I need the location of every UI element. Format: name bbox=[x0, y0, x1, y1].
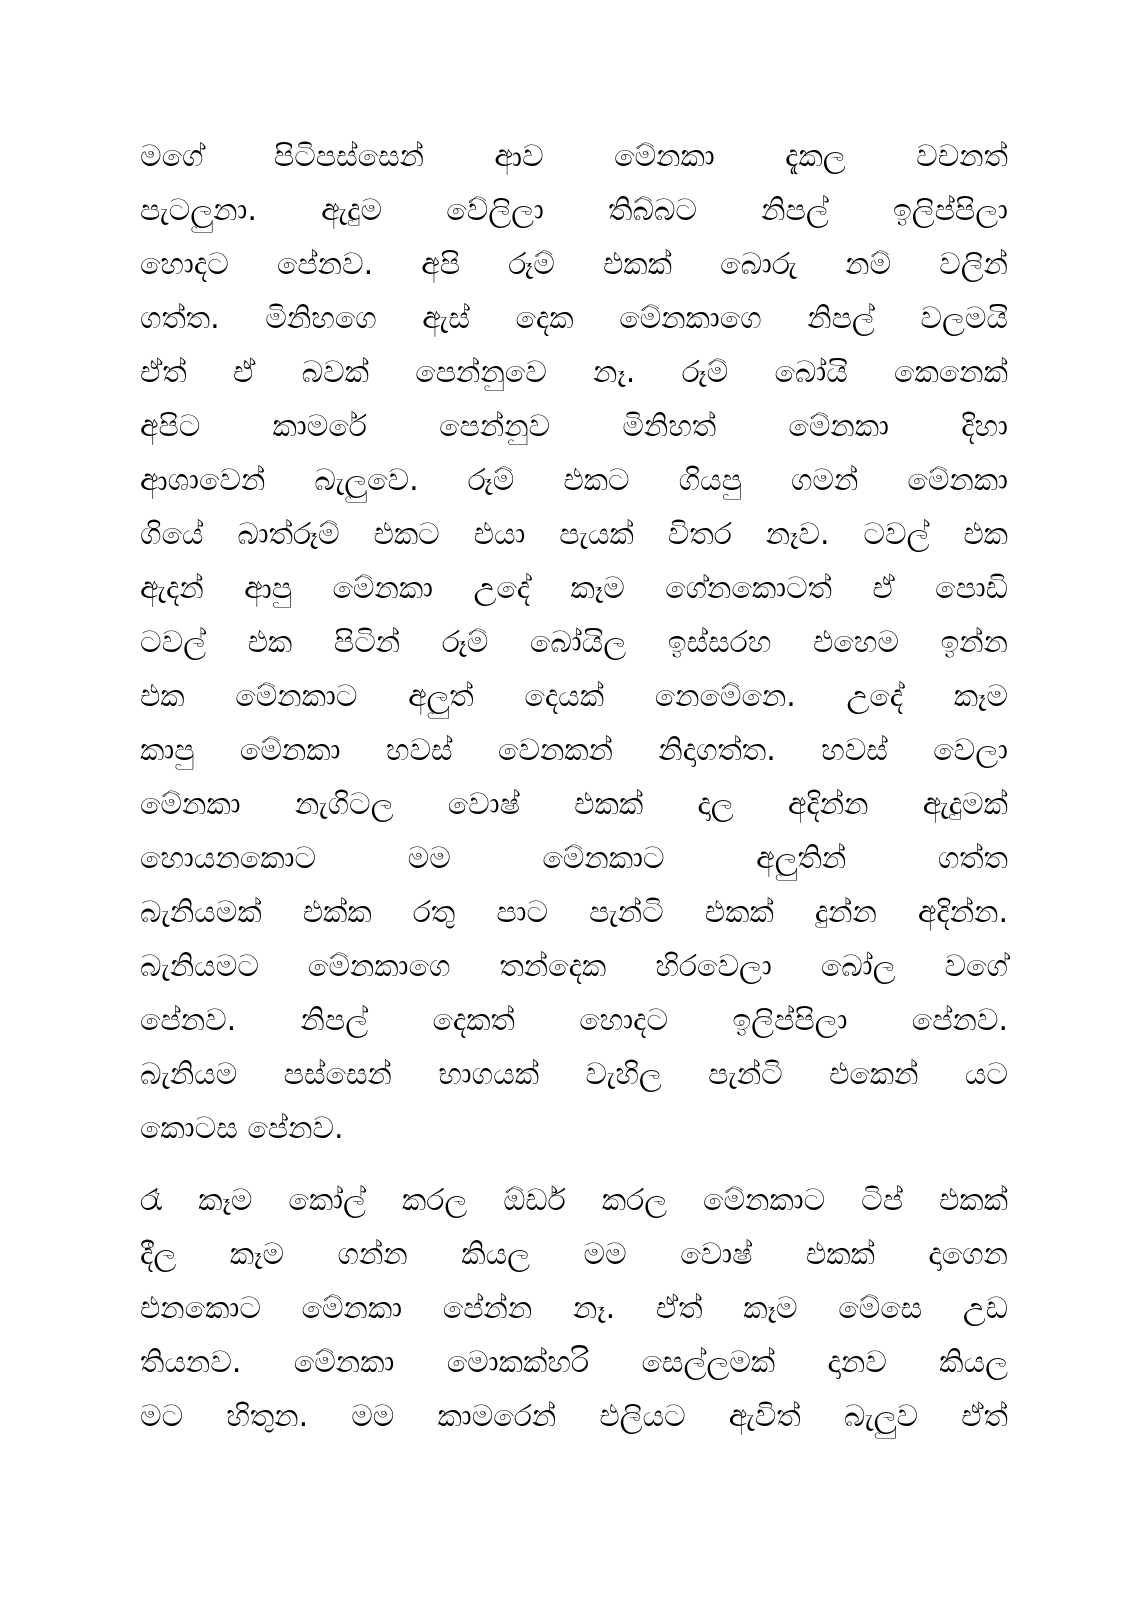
text-line: හොයනකොට මම මේනකාට අලුතින් ගත්ත bbox=[140, 841, 1008, 876]
text-line: ටවල් එක පිටින් රූම් බෝයිල ඉස්සරහ එහෙම ඉන්න bbox=[140, 625, 1008, 660]
paragraph bbox=[140, 1174, 1008, 1444]
text-line: එනකොට මේනකා පේන්න නෑ. ඒත් කෑම මේසෙ උඩ bbox=[140, 1291, 1008, 1326]
text-line: බැනියම පස්සෙන් භාගයක් වැහිල පැන්ටි එකෙන් යට bbox=[140, 1057, 1008, 1092]
text-line: බැනියමට මේනකාගෙ තන්දෙක හිරවෙලා බෝල වගේ bbox=[140, 949, 1008, 984]
text-line: ඇදන් ආපු මේනකා උදේ කෑම ගේනකොටත් ඒ පොඩි bbox=[140, 571, 1008, 606]
text-line: බැනියමක් එක්ක රතු පාට පැන්ටි එකක් දුන්න අදින්න. bbox=[140, 895, 1008, 930]
text-line: පැටලුනා. ඇදුම වේලිලා තිබ්බට නිපල් ඉලිප්පිලා bbox=[140, 193, 1008, 228]
text-line: ගත්ත. මිනිහගෙ ඇස් දෙක මේනකාගෙ නිපල් වලමයි bbox=[140, 301, 1008, 336]
text-line: ඒත් ඒ බවක් පෙන්නුවෙ නෑ. රූම් බෝයි කෙනෙක් bbox=[140, 355, 1008, 390]
text-line: ආශාවෙන් බැලුවෙ. රූම් එකට ගියපු ගමන් මේනකා bbox=[140, 463, 1008, 498]
text-line: මේනකා නැගිටල වොෂ් එකක් දාල අදින්න ඇදුමක් bbox=[140, 787, 1008, 822]
text-line: අපිට කාමරේ පෙන්නුව මිනිහත් මේනකා දිහා bbox=[140, 409, 1008, 444]
text-line: රෑ කෑම කෝල් කරල ඕඩර් කරල මේනකාට ටිප් එකක් bbox=[140, 1183, 1008, 1218]
text-line: එක මේනකාට අලුත් දෙයක් නෙමේනෙ. උදේ කෑම bbox=[140, 679, 1008, 714]
text-line: කාපු මේනකා හවස් වෙනකන් නිදාගත්ත. හවස් වෙලා bbox=[140, 733, 1008, 768]
text-line: දීල කෑම ගන්න කියල මම වොෂ් එකක් දාගෙන bbox=[140, 1237, 1008, 1272]
text-line: කොටස පේනව. bbox=[140, 1111, 344, 1146]
text-line: මට හිතුන. මම කාමරෙන් එලියට ඇවිත් බැලුව ඒත් bbox=[140, 1399, 1008, 1434]
text-line: තියනව. මේනකා මොකක්හරි සෙල්ලමක් දානව කියල bbox=[140, 1345, 1008, 1380]
text-block bbox=[140, 130, 1008, 1444]
text-line: හොදට පේනව. අපි රූම් එකක් බොරු නම් වලින් bbox=[140, 247, 1008, 282]
text-line: ගියේ බාත්රූම් එකට එයා පැයක් විතර නෑව. ටවල් එක bbox=[140, 517, 1008, 552]
text-line: පේනව. නිපල් දෙකත් හොදට ඉලිප්පිලා පේනව. bbox=[140, 1003, 1008, 1038]
paragraph bbox=[140, 130, 1008, 1156]
text-line: මගේ පිටිපස්සෙන් ආව මේනකා දැකල වචනත් bbox=[140, 139, 1008, 174]
